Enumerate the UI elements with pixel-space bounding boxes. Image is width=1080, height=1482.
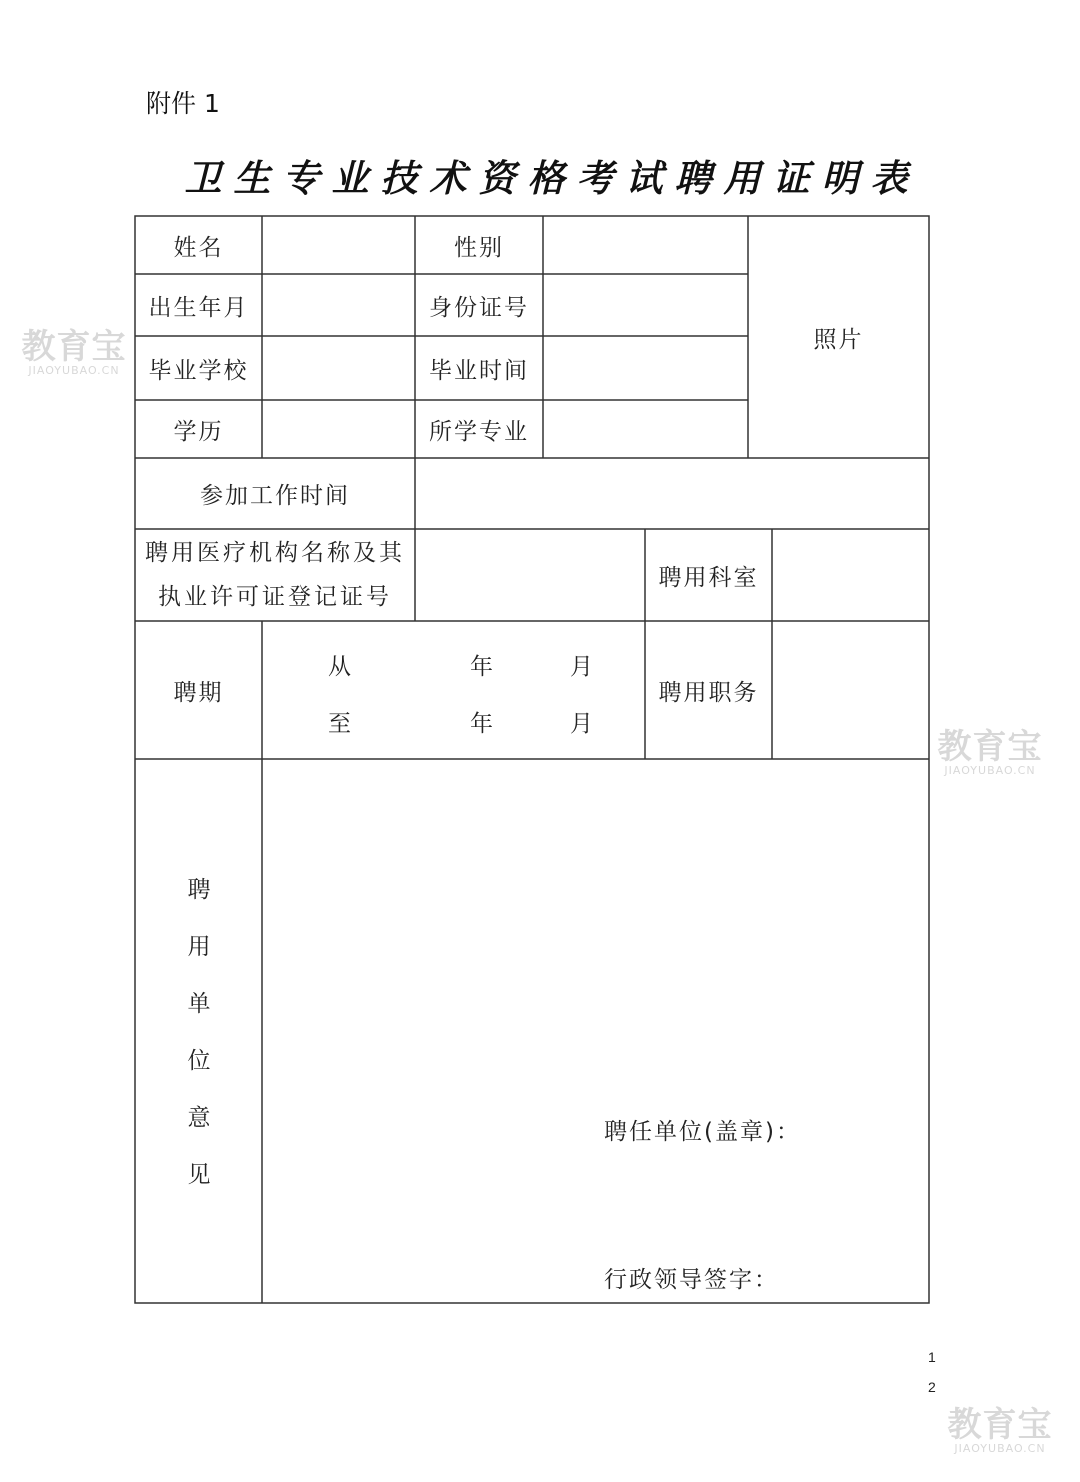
birth-label: 出生年月 bbox=[148, 294, 249, 321]
id-number-label: 身份证号 bbox=[429, 294, 529, 321]
school-field[interactable] bbox=[262, 336, 415, 400]
id-number-field[interactable] bbox=[543, 274, 748, 336]
form-title: 卫生专业技术资格考试聘用证明表 bbox=[184, 156, 920, 200]
gender-field[interactable] bbox=[543, 216, 748, 274]
photo-box[interactable]: 照片 bbox=[813, 326, 864, 353]
watermark-text: 教育宝 bbox=[937, 727, 1043, 767]
opinion-char: 位 bbox=[187, 1048, 211, 1074]
signature-label: 行政领导签字： bbox=[604, 1267, 779, 1293]
work-start-field[interactable] bbox=[415, 458, 929, 529]
position-field[interactable] bbox=[772, 621, 929, 759]
opinion-char: 单 bbox=[187, 991, 211, 1017]
watermark-text: 教育宝 bbox=[21, 327, 127, 367]
work-start-label: 参加工作时间 bbox=[200, 483, 350, 509]
gender-label: 性别 bbox=[454, 234, 504, 261]
period-from-year-label: 年 bbox=[470, 654, 495, 680]
opinion-char: 见 bbox=[187, 1162, 211, 1188]
watermark bbox=[18, 327, 130, 378]
institution-label-line2: 执业许可证登记证号 bbox=[158, 584, 392, 610]
watermark-domain: JIAOYUBAO.CN bbox=[954, 1442, 1046, 1455]
birth-field[interactable] bbox=[262, 274, 415, 336]
watermark-text: 教育宝 bbox=[947, 1405, 1053, 1445]
graduation-time-field[interactable] bbox=[543, 336, 748, 400]
education-field[interactable] bbox=[262, 400, 415, 458]
annex-label: 附件 1 bbox=[146, 89, 220, 118]
period-from-label: 从 bbox=[328, 654, 353, 680]
opinion-char: 意 bbox=[187, 1105, 211, 1131]
period-to-label: 至 bbox=[328, 711, 353, 737]
major-label: 所学专业 bbox=[429, 418, 529, 445]
position-label: 聘用职务 bbox=[658, 679, 759, 706]
school-label: 毕业学校 bbox=[148, 357, 249, 384]
graduation-time-label: 毕业时间 bbox=[429, 357, 529, 384]
institution-field[interactable] bbox=[415, 529, 645, 621]
watermark bbox=[934, 727, 1046, 778]
page-number: 1 bbox=[928, 1349, 936, 1365]
page-number: 2 bbox=[928, 1379, 936, 1395]
watermark-domain: JIAOYUBAO.CN bbox=[944, 764, 1036, 777]
opinion-field[interactable] bbox=[262, 759, 929, 1303]
name-field[interactable] bbox=[262, 216, 415, 274]
institution-label-line1: 聘用医疗机构名称及其 bbox=[145, 540, 405, 566]
major-field[interactable] bbox=[543, 400, 748, 458]
period-label: 聘期 bbox=[173, 679, 224, 706]
seal-label: 聘任单位(盖章)： bbox=[604, 1119, 801, 1145]
name-label: 姓名 bbox=[173, 234, 224, 261]
period-to-year-label: 年 bbox=[470, 711, 495, 737]
opinion-char: 聘 bbox=[187, 877, 211, 903]
department-label: 聘用科室 bbox=[658, 564, 759, 591]
opinion-char: 用 bbox=[187, 934, 211, 960]
opinion-label bbox=[136, 862, 262, 1204]
institution-label bbox=[135, 529, 415, 621]
watermark bbox=[944, 1405, 1056, 1456]
department-field[interactable] bbox=[772, 529, 929, 621]
watermark-domain: JIAOYUBAO.CN bbox=[28, 364, 120, 377]
period-to-month-label: 月 bbox=[570, 711, 595, 737]
period-from-month-label: 月 bbox=[570, 654, 595, 680]
education-label: 学历 bbox=[173, 418, 224, 445]
